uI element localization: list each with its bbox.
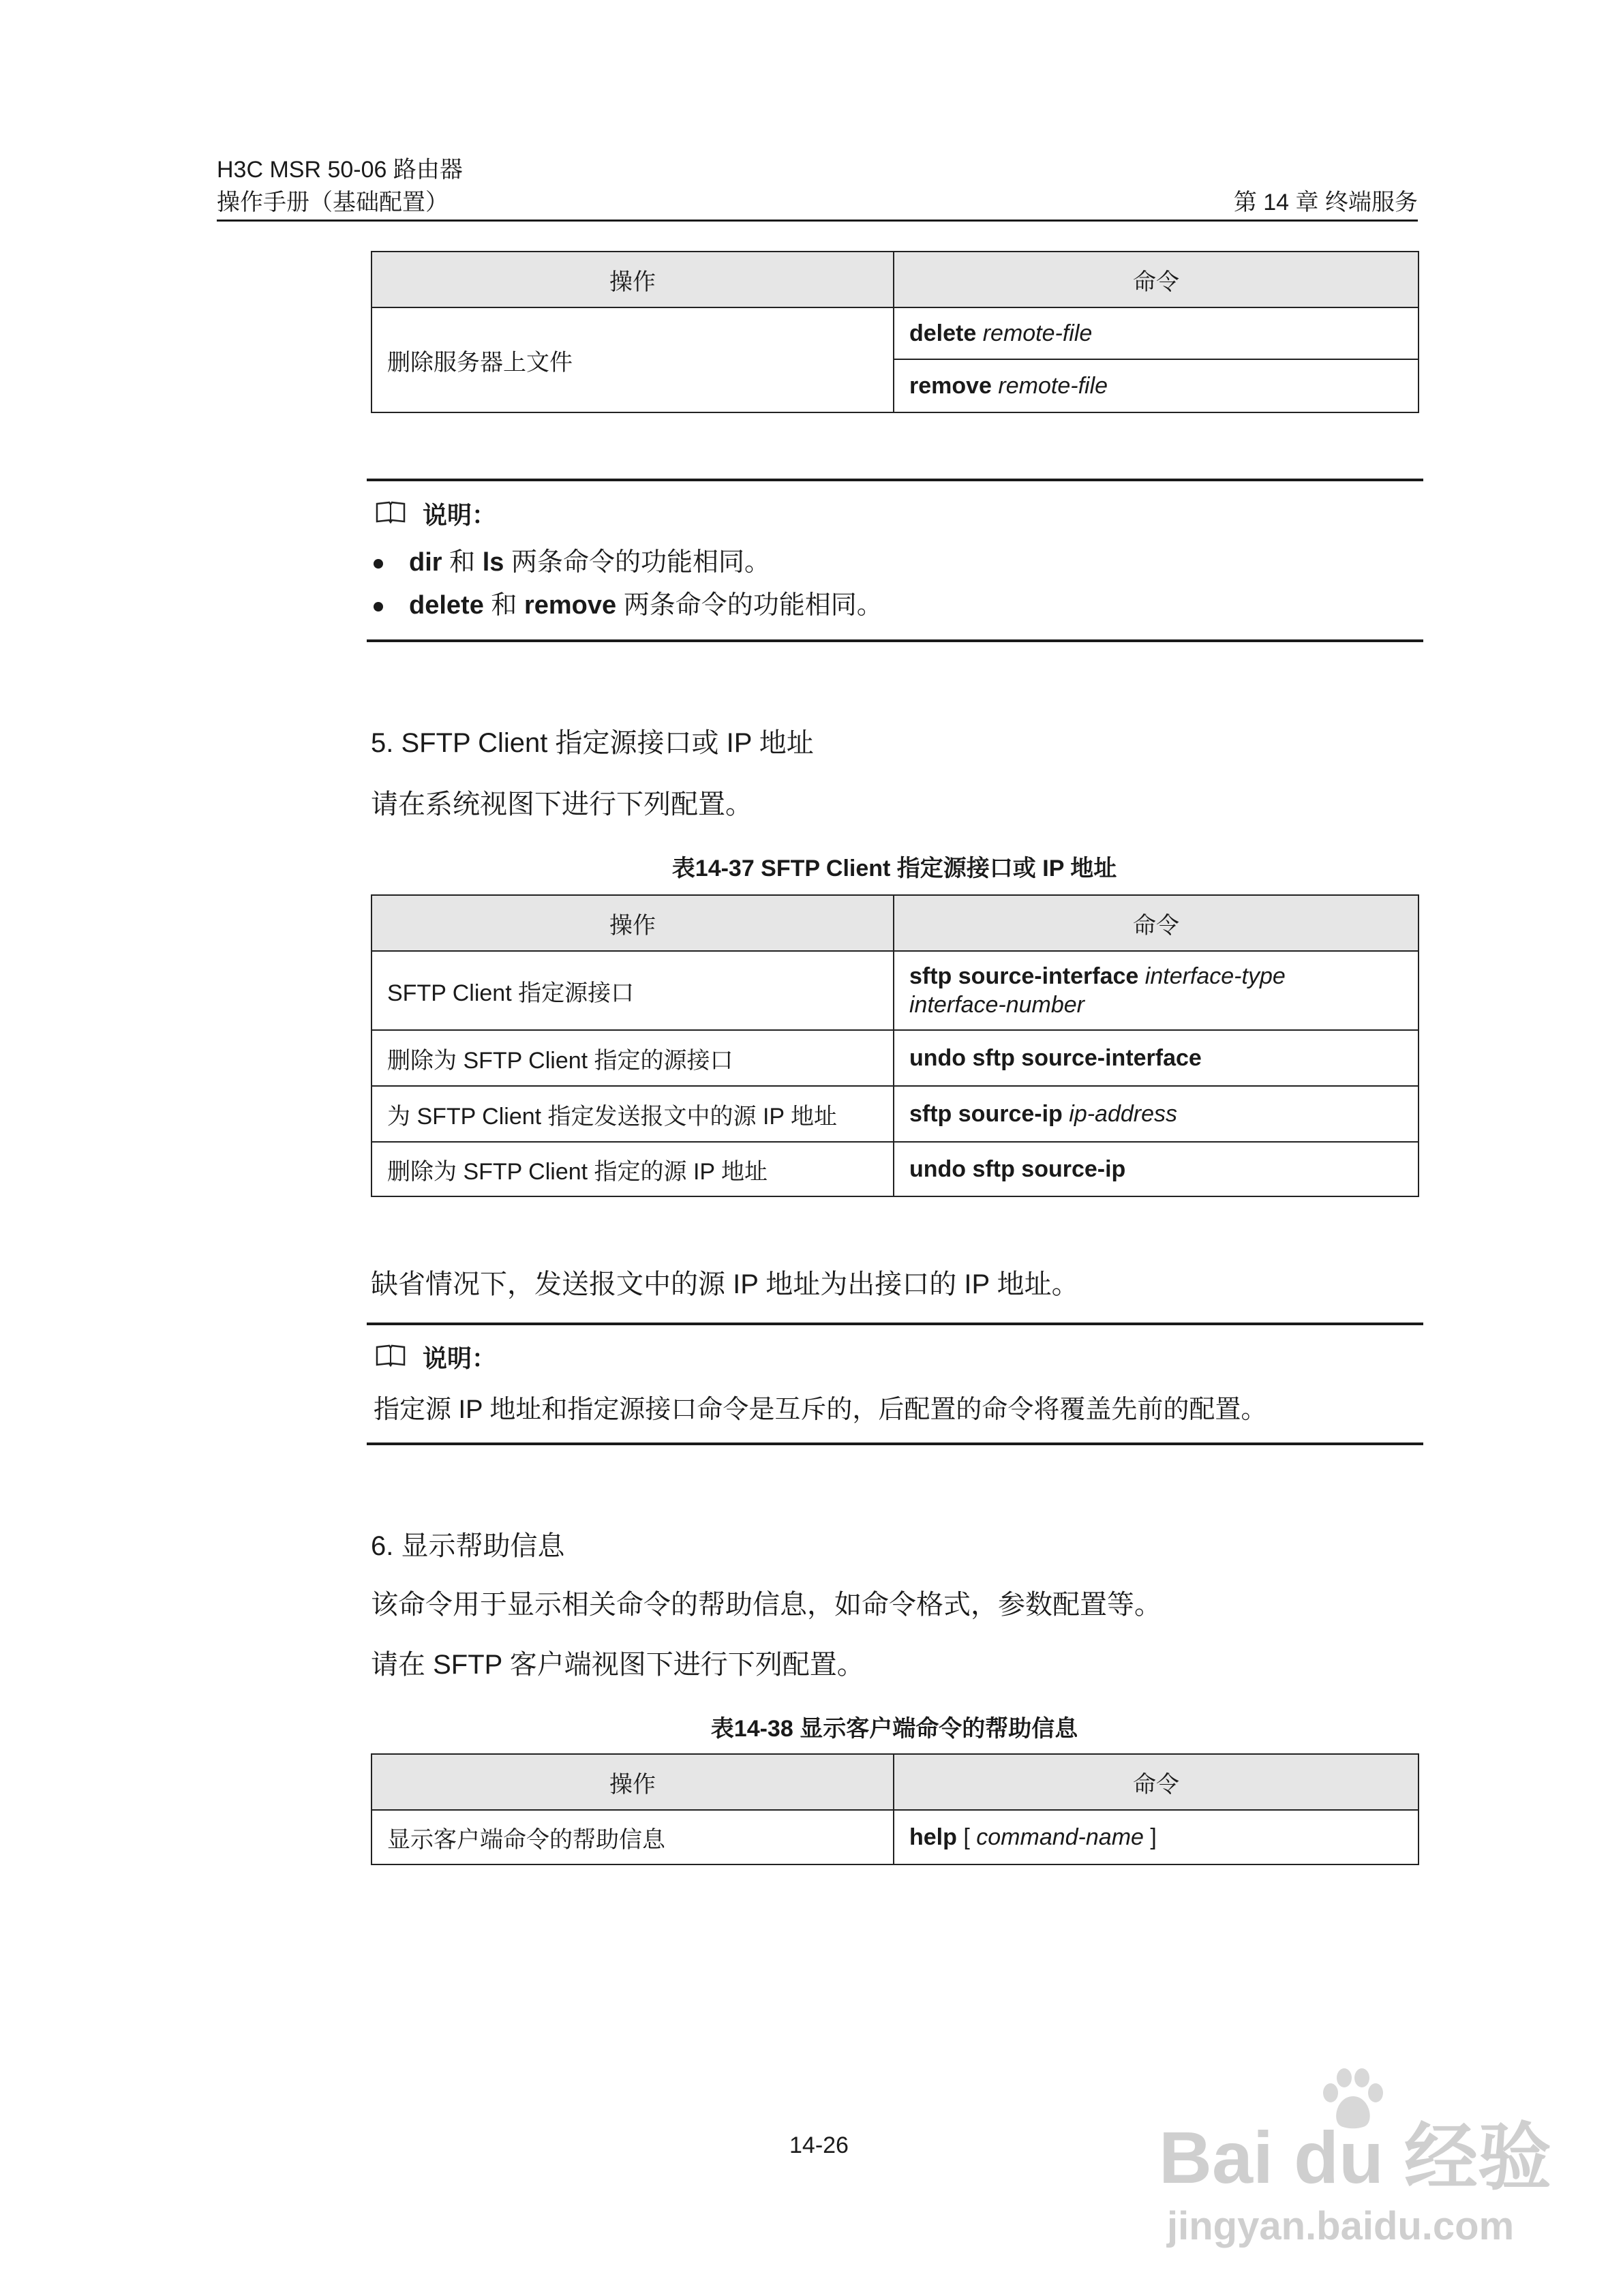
table-cell-cmd [894,359,1419,412]
cmd-argument: command-name [976,1824,1144,1850]
table-cell-op: 显示客户端命令的帮助信息 [371,1810,894,1864]
table-header-cmd: 命令 [894,252,1419,307]
note-title: 说明： [423,1344,497,1372]
header-rule [217,220,1418,222]
cmd-keyword: remove [524,591,617,620]
cmd-keyword: undo sftp source-ip [909,1155,1126,1182]
table-header-cmd: 命令 [894,895,1419,951]
note-text: 和 [491,591,517,620]
note-text: 指定源 IP 地址和指定源接口命令是互斥的，后配置的命令将覆盖先前的配置。 [374,1395,1267,1424]
table-cell-op: 删除为 SFTP Client 指定的源 IP 地址 [371,1142,894,1196]
list-item [374,586,883,624]
page-number: 14-26 [789,2132,849,2158]
table-cell-cmd [894,1142,1419,1196]
header-manual: 操作手册（基础配置） [217,190,449,215]
watermark-logo: Bai du 经验 [1159,2116,1552,2199]
book-icon [375,1344,406,1368]
header-chapter: 第 14 章 终端服务 [1233,190,1418,215]
note-top-rule [367,479,1423,481]
table-help [371,1753,1419,1865]
cmd-keyword: sftp source-ip [909,1100,1063,1127]
cmd-keyword: delete [409,591,484,620]
table-cell-cmd [894,1086,1419,1142]
note-text: 两条命令的功能相同。 [511,548,770,577]
section-heading: 5. SFTP Client 指定源接口或 IP 地址 [371,728,814,758]
note-text: 和 [449,548,476,577]
section-paragraph: 该命令用于显示相关命令的帮助信息，如命令格式，参数配置等。 [371,1590,1162,1620]
section-heading: 6. 显示帮助信息 [371,1531,565,1561]
section-intro: 请在系统视图下进行下列配置。 [371,789,753,819]
bullet-icon [374,559,383,569]
cmd-argument: interface-type [1144,963,1286,989]
cmd-keyword: help [909,1824,957,1850]
section-paragraph: 请在 SFTP 客户端视图下进行下列配置。 [371,1650,864,1680]
table-caption: 表14-37 SFTP Client 指定源接口或 IP 地址 [671,856,1117,881]
table-cell-cmd [894,1810,1419,1864]
table-cell-cmd [894,307,1419,359]
table-cell-op: 为 SFTP Client 指定发送报文中的源 IP 地址 [371,1086,894,1142]
cmd-argument: ip-address [1069,1100,1178,1127]
table-cell-op: 删除服务器上文件 [371,307,894,412]
cmd-keyword: delete [909,320,977,346]
table-caption: 表14-38 显示客户端命令的帮助信息 [710,1716,1078,1742]
cmd-keyword: undo sftp source-interface [909,1044,1202,1071]
cmd-keyword: sftp source-interface [909,963,1139,989]
bullet-icon [374,602,383,611]
cmd-keyword: dir [409,548,442,577]
table-cell-op: SFTP Client 指定源接口 [371,951,894,1030]
bracket: [ [963,1824,970,1850]
bracket: ] [1150,1824,1157,1850]
book-icon [375,501,406,524]
cmd-argument: remote-file [982,320,1093,346]
note-title: 说明： [423,501,497,529]
cmd-argument: remote-file [998,372,1108,399]
watermark-url: jingyan.baidu.com [1167,2204,1515,2248]
table-delete-file [371,251,1419,413]
table-header-op: 操作 [371,895,894,951]
list-item [374,543,770,581]
cmd-argument: interface-number [909,992,1085,1018]
note-bottom-rule [367,1442,1423,1445]
default-behavior-text: 缺省情况下，发送报文中的源 IP 地址为出接口的 IP 地址。 [371,1269,1079,1299]
table-header-op: 操作 [371,252,894,307]
table-cell-cmd [894,951,1419,1030]
note-top-rule [367,1323,1423,1325]
table-header-cmd: 命令 [894,1754,1419,1810]
cmd-keyword: remove [909,372,992,399]
table-cell-op: 删除为 SFTP Client 指定的源接口 [371,1030,894,1086]
table-cell-cmd [894,1030,1419,1086]
cmd-keyword: ls [482,548,504,577]
note-bottom-rule [367,639,1423,642]
table-sftp-source [371,894,1419,1197]
table-header-op: 操作 [371,1754,894,1810]
header-product: H3C MSR 50-06 路由器 [217,157,463,183]
note-text: 两条命令的功能相同。 [623,591,883,620]
